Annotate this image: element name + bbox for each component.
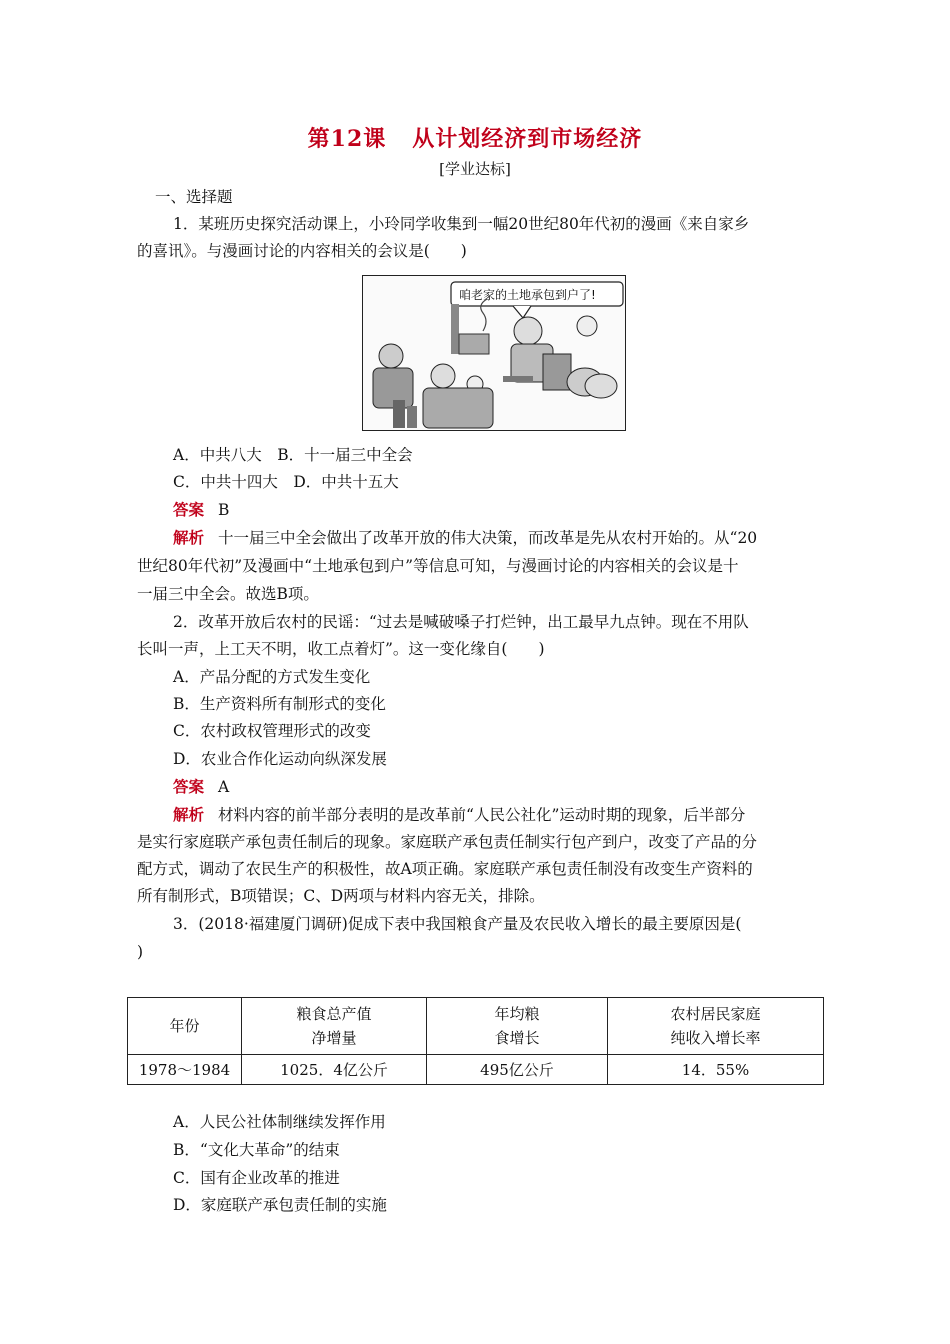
table-header-cell: 年份 xyxy=(128,998,242,1055)
table-header-cell: 粮食总产值 净增量 xyxy=(242,998,427,1055)
answer-label: 答案 xyxy=(173,777,205,796)
answer-label: 答案 xyxy=(173,500,205,519)
q1-analysis-line2: 世纪80年代初”及漫画中“土地承包到户”等信息可知，与漫画讨论的内容相关的会议是十 xyxy=(137,557,739,575)
q1-answer xyxy=(173,500,863,520)
lesson-title xyxy=(0,122,950,153)
q2-answer xyxy=(173,777,863,797)
subtitle: [学业达标] xyxy=(439,160,511,178)
analysis-label: 解析 xyxy=(173,528,205,547)
q1-options-line1: A．中共八大 B．十一届三中全会 xyxy=(173,446,413,464)
q1-stem-line2: 的喜讯》。与漫画讨论的内容相关的会议是( ) xyxy=(137,242,467,260)
q2-option-d: D．农业合作化运动向纵深发展 xyxy=(173,750,387,768)
cartoon-illustration xyxy=(362,275,626,431)
q2-option-b: B．生产资料所有制形式的变化 xyxy=(173,695,386,713)
cartoon-drawing xyxy=(363,276,625,430)
lesson-number: 第12课 xyxy=(307,126,387,152)
table-header-cell: 农村居民家庭 纯收入增长率 xyxy=(608,998,824,1055)
q3-stem-line1: 3．(2018·福建厦门调研)促成下表中我国粮食产量及农民收入增长的最主要原因是( xyxy=(173,915,742,933)
q2-analysis-line3: 配方式，调动了农民生产的积极性，故A项正确。家庭联产承包责任制没有改变生产资料的 xyxy=(137,860,753,878)
q2-analysis-line1 xyxy=(173,805,863,825)
q3-stem-line2: ) xyxy=(137,943,144,961)
q3-option-d: D．家庭联产承包责任制的实施 xyxy=(173,1196,387,1214)
q1-stem-line1: 1．某班历史探究活动课上，小玲同学收集到一幅20世纪80年代初的漫画《来自家乡 xyxy=(173,215,750,233)
q2-option-c: C．农村政权管理形式的改变 xyxy=(173,722,371,740)
q2-analysis-line4: 所有制形式，B项错误；C、D两项与材料内容无关，排除。 xyxy=(137,887,545,905)
answer-value: B xyxy=(218,501,230,519)
analysis-text: 材料内容的前半部分表明的是改革前“人民公社化”运动时期的现象，后半部分 xyxy=(218,806,746,824)
answer-value: A xyxy=(218,778,230,796)
q3-option-b: B．“文化大革命”的结束 xyxy=(173,1141,340,1159)
table-cell: 1978～1984 xyxy=(128,1055,242,1085)
cartoon-caption: 咱老家的土地承包到户了! xyxy=(459,288,596,302)
q1-analysis-line1 xyxy=(173,528,863,548)
analysis-text: 十一届三中全会做出了改革开放的伟大决策，而改革是先从农村开始的。从“20 xyxy=(218,529,758,547)
data-table xyxy=(127,997,824,1085)
table-header-row xyxy=(128,998,824,1055)
table-cell: 14．55% xyxy=(608,1055,824,1085)
section-heading: 一、选择题 xyxy=(155,188,233,206)
q1-analysis-line3: 一届三中全会。故选B项。 xyxy=(137,585,319,603)
q3-option-a: A．人民公社体制继续发挥作用 xyxy=(173,1113,386,1131)
q2-stem-line2: 长叫一声，上工天不明，收工点着灯”。这一变化缘自( ) xyxy=(137,640,545,658)
q3-option-c: C．国有企业改革的推进 xyxy=(173,1169,340,1187)
q1-options-line2: C．中共十四大 D．中共十五大 xyxy=(173,473,399,491)
q2-option-a: A．产品分配的方式发生变化 xyxy=(173,668,371,686)
lesson-topic: 从计划经济到市场经济 xyxy=(412,126,643,152)
q2-stem-line1: 2．改革开放后农村的民谣：“过去是喊破嗓子打烂钟，出工最早九点钟。现在不用队 xyxy=(173,613,749,631)
table-cell: 495亿公斤 xyxy=(427,1055,608,1085)
table-cell: 1025．4亿公斤 xyxy=(242,1055,427,1085)
table-header-cell: 年均粮 食增长 xyxy=(427,998,608,1055)
analysis-label: 解析 xyxy=(173,805,205,824)
q2-analysis-line2: 是实行家庭联产承包责任制后的现象。家庭联产承包责任制实行包产到户，改变了产品的分 xyxy=(137,833,758,851)
table-row xyxy=(128,1055,824,1085)
